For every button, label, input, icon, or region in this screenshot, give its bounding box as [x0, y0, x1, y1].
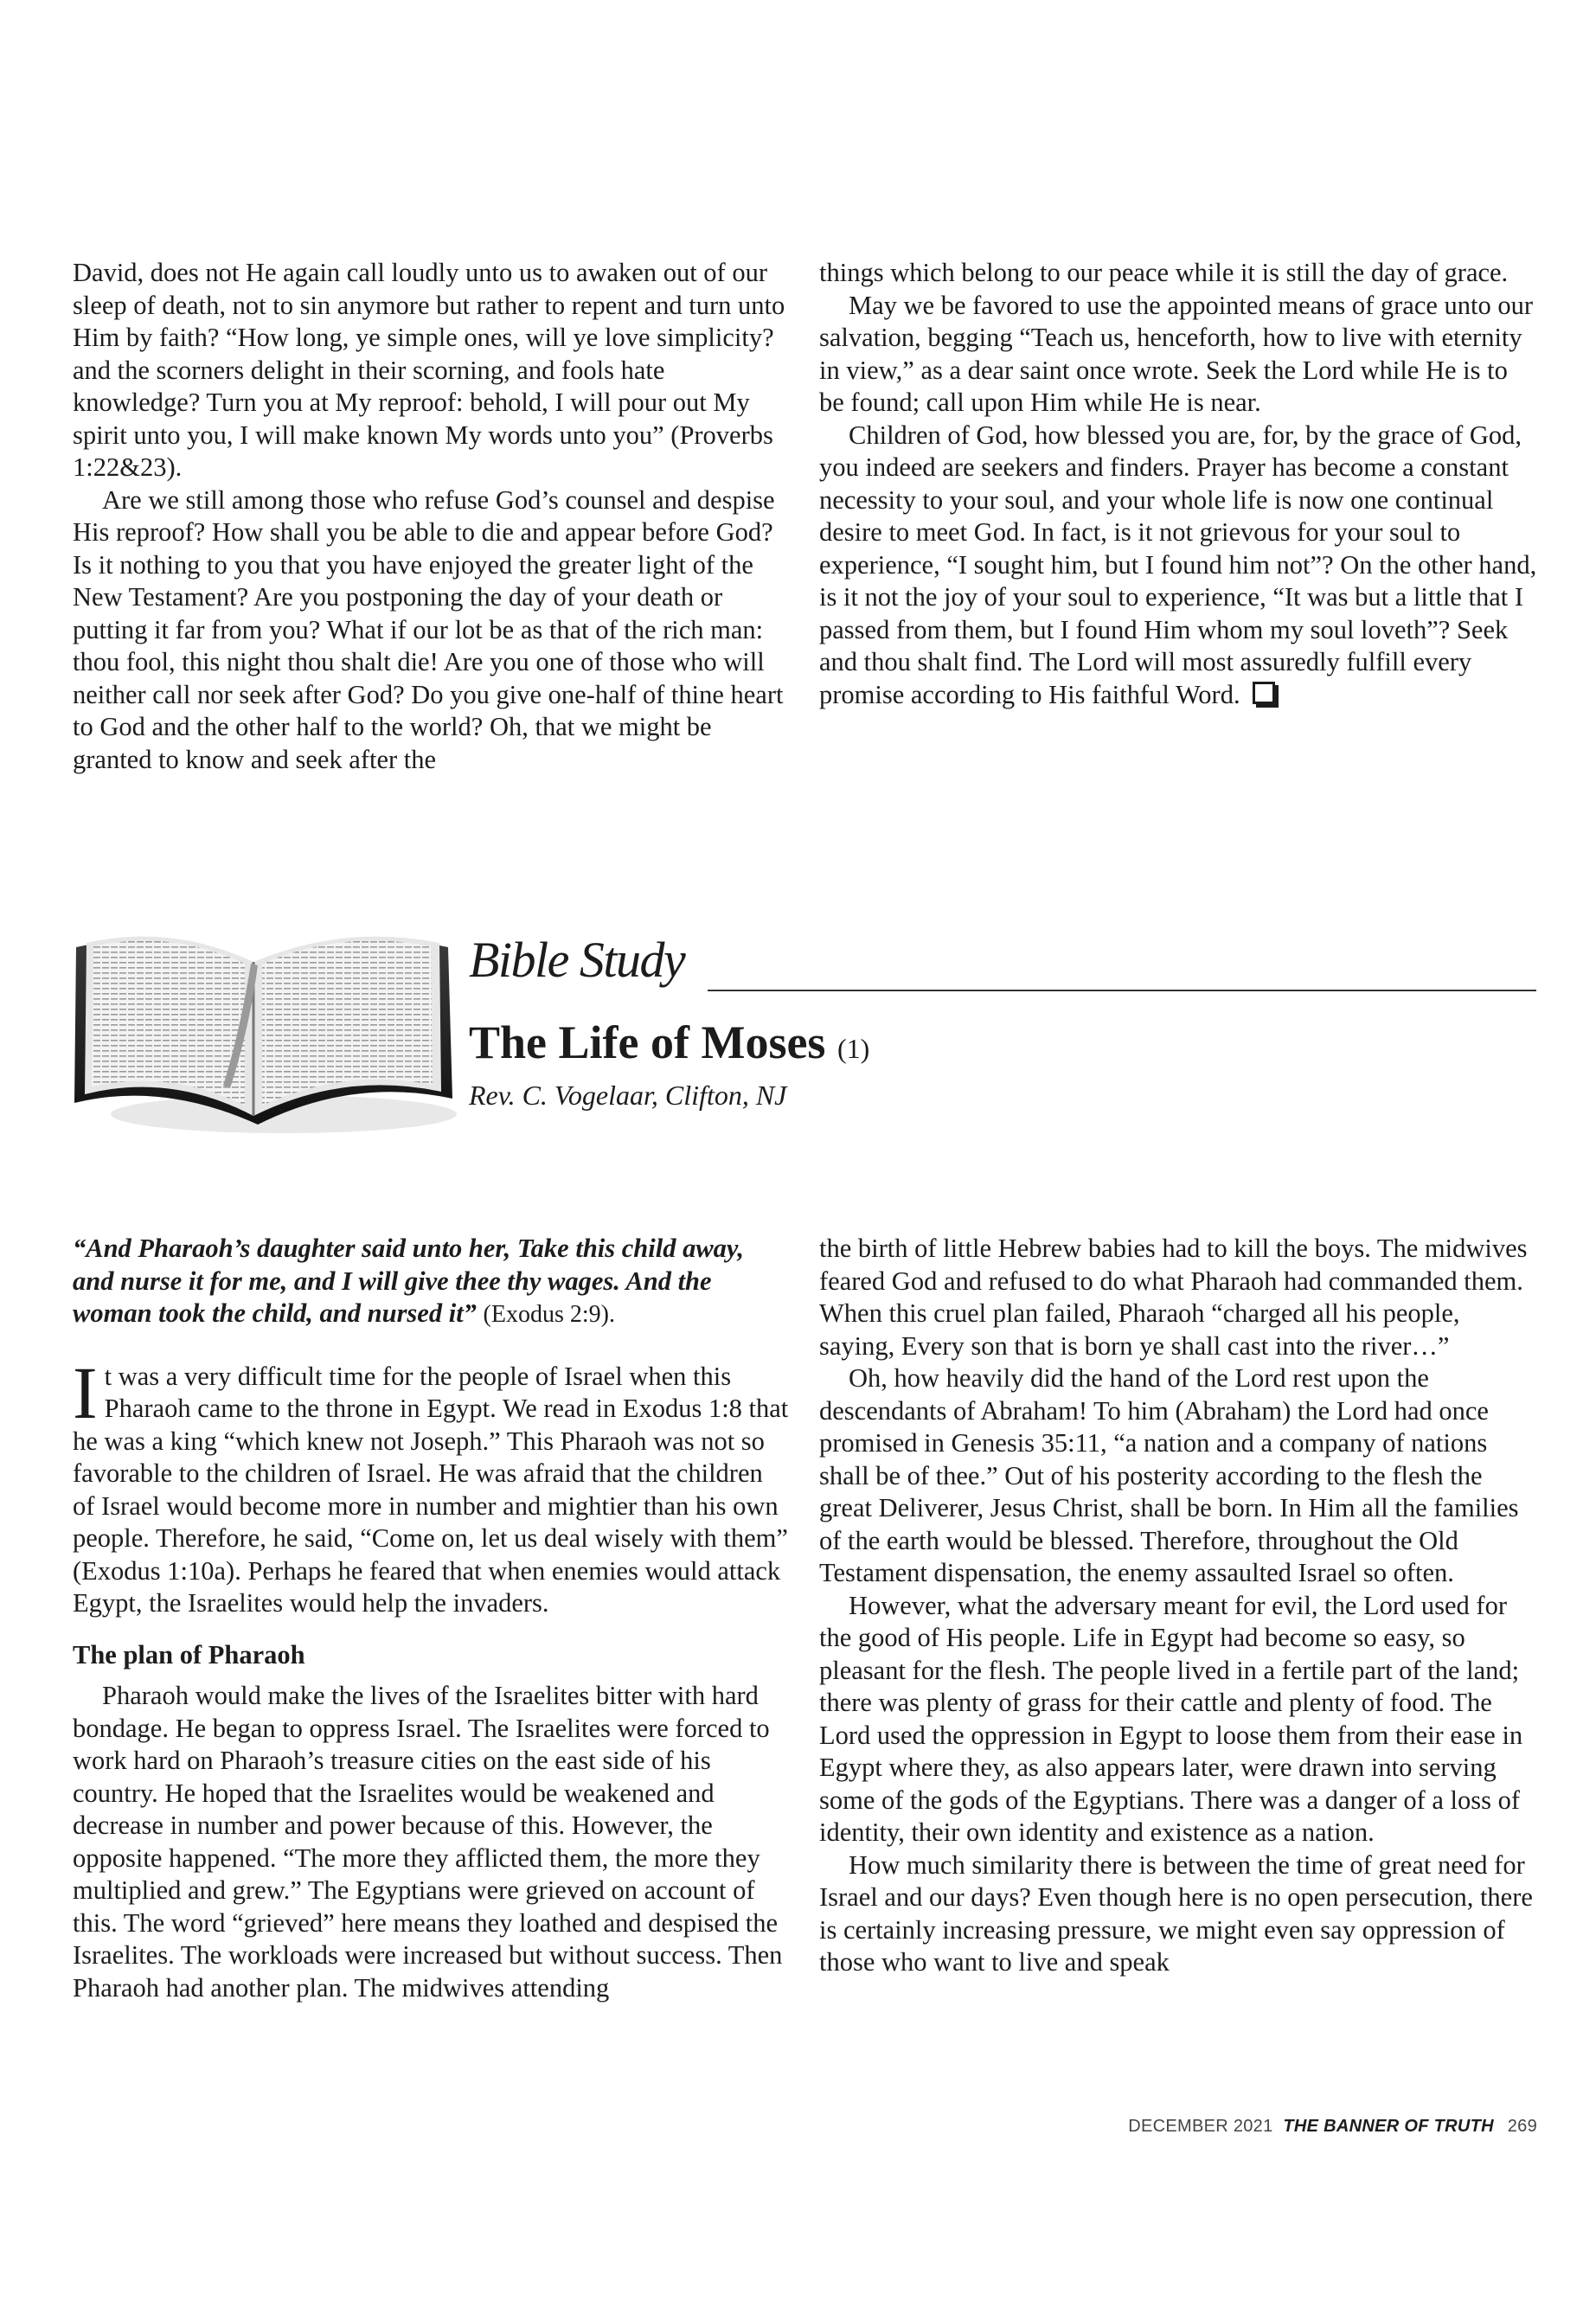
publication-name: THE BANNER OF TRUTH	[1283, 2117, 1494, 2136]
paragraph-final	[819, 420, 1537, 712]
paragraph: How much similarity there is between the time of great need for Israel and our days? Even though here is no open persecution, there is certainly increasing pressure, we might even say oppression of those who want to live and speak	[819, 1849, 1533, 1977]
article-title	[469, 1014, 869, 1077]
epigraph-quote	[73, 1233, 791, 1331]
drop-cap: I	[73, 1350, 98, 1434]
section-title-rule	[708, 990, 1536, 991]
article-part-number: (1)	[836, 1033, 870, 1064]
article-column-left	[73, 1233, 791, 2004]
opening-paragraph-text: t was a very difficult time for the people of Israel when this Pharaoh came to the throne in Egypt. We read in Exodus 1:8 that he was a king “which knew not Joseph.” This Pharaoh was not so favorable to the children of Israel. He was afraid that the children of Israel would become more in number and mightier than his own people. Therefore, he said, “Come on, let us deal wisely with them” (Exodus 1:10a). Perhaps he feared that when enemies would attack Egypt, the Israelites would help the invaders.	[73, 1361, 789, 1618]
paragraph: the birth of little Hebrew babies had to kill the boys. The midwives feared God and refused to do what Pharaoh had commanded them. When this cruel plan failed, Pharaoh “charged all his people, saying, Every son that is born ye shall cast into the river…”	[819, 1234, 1528, 1361]
article-title-text: The Life of Moses	[469, 1016, 826, 1068]
paragraph: Pharaoh would make the lives of the Israelites bitter with hard bondage. He began to oppress Israel. The Israelites were forced to work hard on Pharaoh’s treasure cities on the east side of his country. He hoped that the Israelites would be weakened and decrease in number and power because of this. However, the opposite happened. “The more they afflicted them, the more they multiplied and grew.” The Egyptians were grieved on account of this. The word “grieved” here means they loathed and despised the Israelites. The workloads were increased but without success. Then Pharaoh had another plan. The midwives attending	[73, 1681, 783, 2003]
epigraph-reference: (Exodus 2:9).	[483, 1301, 615, 1328]
paragraph: May we be favored to use the appointed means of grace unto our salvation, begging “Teach us, henceforth, how to live with eternity in view,” as a dear saint once wrote. Seek the Lord while He is to be found; call upon Him while He is near.	[819, 290, 1534, 417]
open-bible-illustration	[67, 908, 457, 1142]
paragraph: However, what the adversary meant for evil, the Lord used for the good of His people. Life in Egypt had become so easy, so pleasant for the flesh. The people lived in a fertile part of the land; there was plenty of grass for their cattle and plenty of food. The Lord used the oppression in Egypt to loose them from their ease in Egypt where they, as also appears later, were drawn into serving some of the gods of the Egyptians. There was a danger of a loss of identity, their own identity and existence as a nation.	[819, 1590, 1523, 1847]
end-of-article-mark	[1253, 682, 1275, 704]
epigraph-text: “And Pharaoh’s daughter said unto her, Take this child away, and nurse it for me, and I will give thee thy wages. And the woman took the child, and nursed it”	[73, 1234, 744, 1328]
paragraph-text: Children of God, how blessed you are, for, by the grace of God, you indeed are seekers and finders. Prayer has become a constant necessity to your soul, and your whole life is now one continual desire to meet God. In fact, is it not grievous for your soul to experience, “I sought him, but I found him not”? On the other hand, is it not the joy of your soul to experience, “It was but a little that I passed from them, but I found Him whom my soul loveth”? Seek and thou shalt find. The Lord will most assuredly fulfill every promise according to His faithful Word.	[819, 420, 1537, 709]
opening-paragraph	[73, 1350, 791, 1620]
page-number: 269	[1507, 2117, 1537, 2136]
page-footer	[1128, 2117, 1537, 2137]
subheading: The plan of Pharaoh	[73, 1639, 305, 1670]
article-column-right	[819, 1233, 1537, 1979]
continued-column-right	[819, 257, 1537, 711]
paragraph: things which belong to our peace while it is still the day of grace.	[819, 258, 1509, 287]
author-byline: Rev. C. Vogelaar, Clifton, NJ	[469, 1080, 787, 1111]
section-title: Bible Study	[469, 932, 685, 988]
continued-column-left	[73, 257, 791, 776]
paragraph: Oh, how heavily did the hand of the Lord rest upon the descendants of Abraham! To him (Abraham) the Lord had once promised in Genesis 35:11, “a nation and a company of nations shall be of thee.” Out of his posterity according to the flesh the great Deliverer, Jesus Christ, shall be born. In Him all the families of the earth would be blessed. Therefore, throughout the Old Testament dispensation, the enemy assaulted Israel so often.	[819, 1363, 1519, 1587]
paragraph: David, does not He again call loudly unto us to awaken out of our sleep of death, not to sin anymore but rather to repent and turn unto Him by faith? “How long, ye simple ones, will ye love simplicity? and the scorners delight in their scorning, and fools hate knowledge? Turn you at My reproof: behold, I will pour out My spirit unto you, I will make known My words unto you” (Proverbs 1:22&23).	[73, 258, 785, 482]
issue-date: DECEMBER 2021	[1128, 2117, 1273, 2136]
paragraph: Are we still among those who refuse God’s counsel and despise His reproof? How shall you be able to die and appear before God? Is it nothing to you that you have enjoyed the greater light of the New Testament? Are you postponing the day of your death or putting it far from you? What if our lot be as that of the rich man: thou fool, this night thou shalt die! Are you one of those who will neither call nor seek after God? Do you give one-half of thine heart to God and the other half to the world? Oh, that we might be granted to know and seek after the	[73, 484, 784, 774]
